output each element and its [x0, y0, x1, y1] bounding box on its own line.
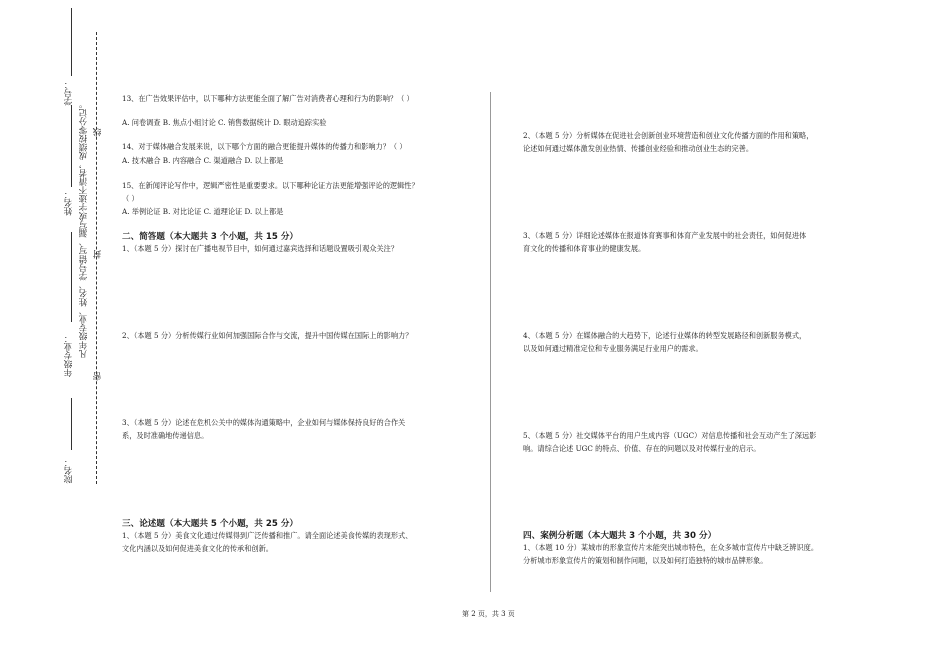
essay-q2-line2: 论述如何通过媒体激发创业热情、传播创业经验和推动创业生态的完善。 [523, 144, 754, 153]
seal-char-2: 封 [93, 250, 103, 259]
essay-q5-line2: 响。请综合论述 UGC 的特点、价值、存在的问题以及对传媒行业的启示。 [523, 444, 761, 453]
q15-paren: （ ） [122, 194, 139, 203]
q14-options: A. 技术融合 B. 内容融合 C. 渠道融合 D. 以上都是 [122, 156, 284, 165]
section-3-title: 三、论述题（本大题共 5 个小题，共 25 分） [122, 519, 299, 529]
essay-q4-line2: 以及如何通过精准定位和专业服务满足行业用户的需求。 [523, 344, 703, 353]
name-label: 姓名： [64, 190, 74, 216]
student-id-label: 学号： [64, 80, 74, 106]
essay-q2-line1: 2、（本题 5 分）分析媒体在促进社会创新创业环境营造和创业文化传播方面的作用和策略， [523, 131, 814, 140]
q15-options: A. 举例论证 B. 对比论证 C. 道理论证 D. 以上都是 [122, 207, 284, 216]
school-underline [71, 398, 72, 450]
column-divider [490, 92, 491, 592]
grade-major-underline [71, 232, 72, 322]
seal-char-1: 线 [93, 128, 103, 137]
essay-q1-line2: 文化内涵以及如何促进美食文化的传承和创新。 [122, 544, 273, 553]
case-q1-line2: 分析城市形象宣传片的策划和制作问题，以及如何打造独特的城市品牌形象。 [523, 556, 768, 565]
q13-options: A. 问卷调查 B. 焦点小组讨论 C. 销售数据统计 D. 眼动追踪实验 [122, 118, 327, 127]
short-answer-q3-line1: 3、（本题 5 分）论述在危机公关中的媒体沟通策略中，企业如何与媒体保持良好的合作关 [122, 418, 406, 427]
dashed-cut-line [96, 32, 97, 484]
essay-q1-line1: 1、（本题 5 分）美食文化通过传媒得到广泛传播和推广。请全面论述美食传媒的表现形式、 [122, 531, 413, 540]
binding-margin [0, 0, 110, 672]
notice-text: 凡年级专业、姓名、学号错写、漏写或字迹不清者，成绩按零分记。 [79, 100, 89, 358]
seal-char-3: 密 [93, 372, 103, 381]
q14-stem: 14、对于媒体融合发展来说，以下哪个方面的融合更能提升媒体的传播力和影响力？（ ） [122, 142, 407, 151]
short-answer-q2: 2、（本题 5 分）分析传媒行业如何加强国际合作与交流，提升中国传媒在国际上的影响力？ [122, 331, 413, 340]
section-2-title: 二、简答题（本大题共 3 个小题，共 15 分） [122, 232, 299, 242]
student-id-underline [71, 8, 72, 76]
section-4-title: 四、案例分析题（本大题共 3 个小题，共 30 分） [523, 531, 717, 541]
case-q1-line1: 1、（本题 10 分）某城市的形象宣传片未能突出城市特色，在众多城市宣传片中缺乏辨识度。 [523, 543, 819, 552]
essay-q3-line1: 3、（本题 5 分）详细论述媒体在报道体育赛事和体育产业发展中的社会责任，如何促进体 [523, 231, 807, 240]
grade-major-label: 年级专业： [64, 334, 74, 377]
q15-stem: 15、在新闻评论写作中，逻辑严密性是重要要求。以下哪种论证方法更能增强评论的逻辑性？ [122, 181, 419, 190]
essay-q3-line2: 育文化的传播和体育事业的健康发展。 [523, 244, 646, 253]
school-label: 院名： [64, 458, 74, 484]
essay-q4-line1: 4、（本题 5 分）在媒体融合的大趋势下，论述行业媒体的转型发展路径和创新服务模式， [523, 331, 807, 340]
page-footer: 第 2 页，共 3 页 [462, 610, 515, 618]
short-answer-q1: 1、（本题 5 分）探讨在广播电视节目中，如何通过嘉宾选择和话题设置吸引观众关注？ [122, 244, 399, 253]
essay-q5-line1: 5、（本题 5 分）社交媒体平台的用户生成内容（UGC）对信息传播和社会互动产生了深远影 [523, 431, 817, 440]
short-answer-q3-line2: 系，及时准确地传递信息。 [122, 431, 209, 440]
name-underline [71, 105, 72, 187]
q13-stem: 13、在广告效果评估中，以下哪种方法更能全面了解广告对消费者心理和行为的影响？（ ） [122, 94, 414, 103]
